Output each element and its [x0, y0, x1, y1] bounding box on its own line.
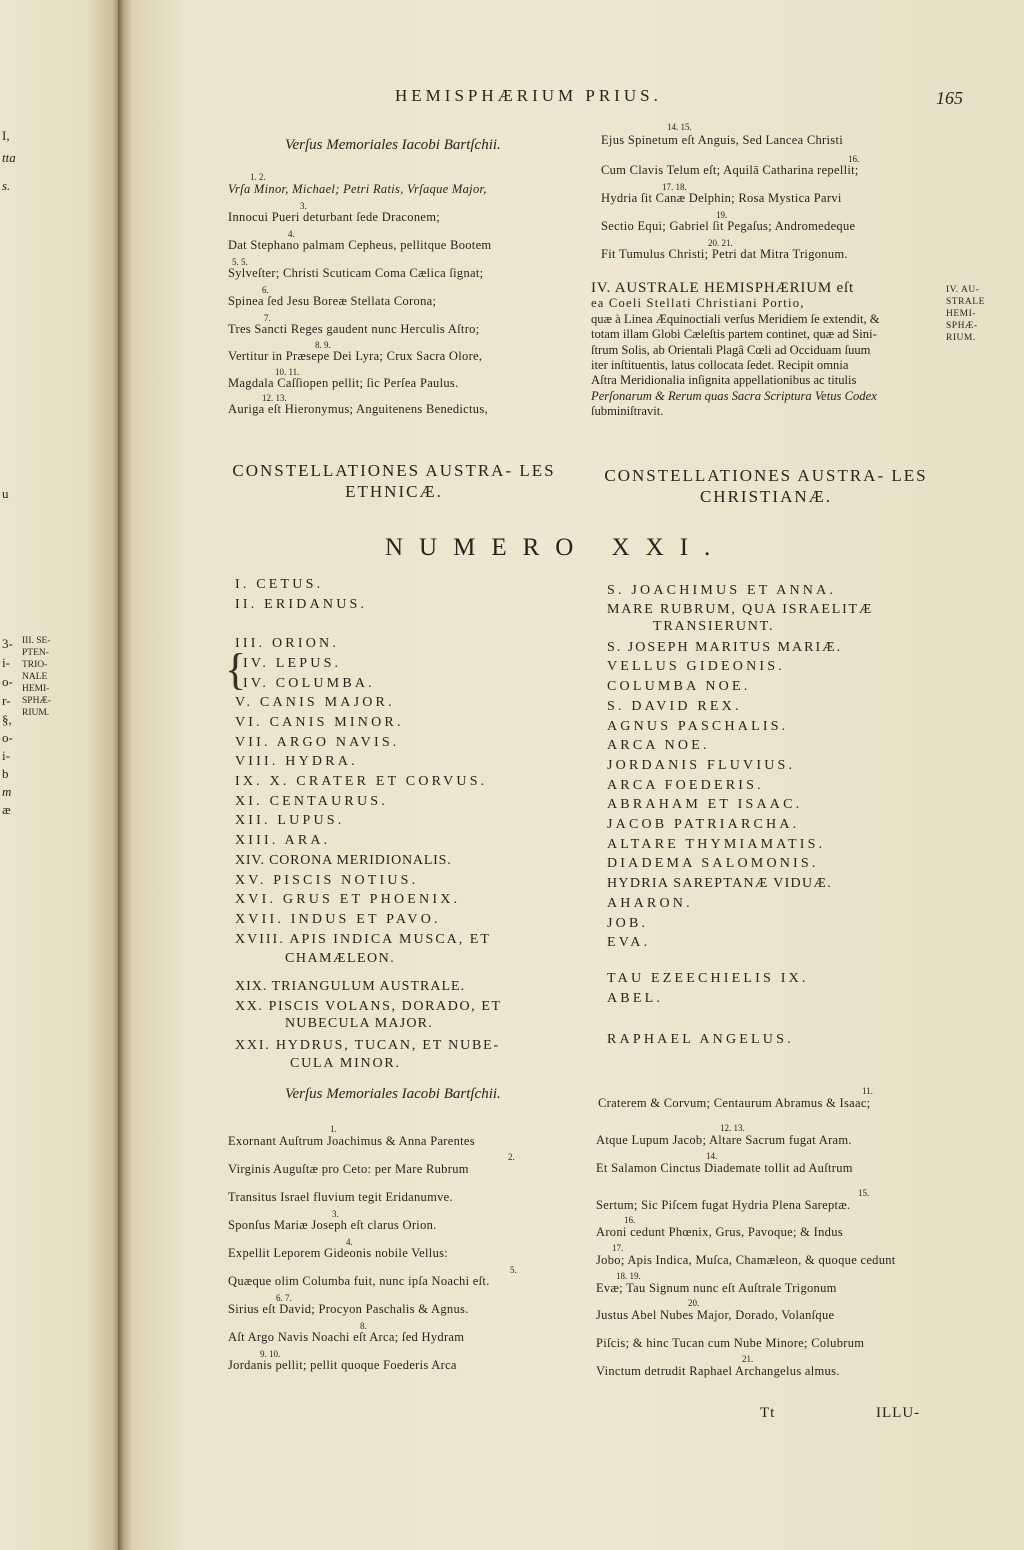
- verse-number: 6.: [262, 285, 269, 295]
- list-item: S. JOSEPH MARITUS MARIÆ.: [607, 639, 843, 655]
- running-header: HEMISPHÆRIUM PRIUS.: [395, 86, 662, 105]
- left-fragment: 3-: [2, 636, 13, 651]
- list-item: JORDANIS FLUVIUS.: [607, 757, 796, 773]
- verse-line: Sponſus Mariæ Joseph eſt clarus Orion.: [228, 1218, 437, 1232]
- left-fragment: i-: [2, 748, 10, 763]
- verse-number: 20.: [688, 1298, 700, 1308]
- list-item: S. JOACHIMUS ET ANNA.: [607, 583, 837, 598]
- verse-number: 16.: [848, 154, 860, 164]
- left-side-note: PTEN-: [22, 648, 49, 658]
- verse-line: Craterem & Corvum; Centaurum Abramus & Isaac;: [598, 1096, 871, 1110]
- paragraph-line: ſubminiſtravit.: [591, 404, 664, 419]
- left-fragment: s.: [2, 178, 11, 193]
- list-item: ARCA NOE.: [607, 738, 710, 754]
- list-item: I. CETUS.: [235, 577, 324, 592]
- verse-number: 11.: [862, 1086, 873, 1096]
- australe-paragraph: [591, 281, 941, 420]
- verse-number: 16.: [624, 1215, 636, 1225]
- verse-number: 9. 10.: [260, 1349, 281, 1359]
- list-item: XX. PISCIS VOLANS, DORADO, ET: [235, 998, 502, 1014]
- list-item: TAU EZEECHIELIS IX.: [607, 970, 809, 986]
- verse-line: Quæque olim Columba fuit, nunc ipſa Noachi eſt.: [228, 1274, 490, 1288]
- list-item: HYDRIA SAREPTANÆ VIDUÆ.: [607, 876, 832, 892]
- numero-heading: NUMERO XXI.: [385, 534, 727, 561]
- list-item: ABRAHAM ET ISAAC.: [607, 797, 803, 813]
- verse-number: 1.: [330, 1124, 337, 1134]
- left-fragment: tta: [2, 150, 16, 165]
- verse-heading-bottom: Verſus Memoriales Iacobi Bartſchii.: [285, 1086, 501, 1102]
- verse-number: 18. 19.: [616, 1271, 641, 1281]
- verse-number: 5. 5.: [232, 257, 248, 267]
- list-item: EVA.: [607, 935, 651, 951]
- verse-line: Expellit Leporem Gideonis nobile Vellus:: [228, 1246, 449, 1260]
- paragraph-line: ea Coeli Stellati Christiani Portio,: [591, 296, 805, 311]
- left-fragment: i-: [2, 655, 10, 670]
- verse-line: Tres Sancti Reges gaudent nunc Herculis Aſtro;: [228, 322, 480, 336]
- list-item: IV. COLUMBA.: [243, 675, 375, 691]
- list-item: XIII. ARA.: [235, 833, 331, 849]
- book-gutter: [118, 0, 132, 1550]
- list-spacer: [607, 953, 873, 969]
- list-item: IX. X. CRATER ET CORVUS.: [235, 774, 488, 790]
- page-number: 165: [936, 88, 963, 108]
- list-item: DIADEMA SALOMONIS.: [607, 856, 819, 872]
- left-side-note: TRIO-: [22, 660, 48, 670]
- list-item: XVIII. APIS INDICA MUSCA, ET: [235, 931, 491, 947]
- list-item: ARCA FOEDERIS.: [607, 777, 764, 793]
- list-item: VI. CANIS MINOR.: [235, 714, 404, 730]
- list-item: XV. PISCIS NOTIUS.: [235, 872, 419, 888]
- signature-mark: Tt: [760, 1405, 776, 1421]
- list-item: AGNUS PASCHALIS.: [607, 718, 789, 734]
- left-side-note: RIUM.: [22, 708, 50, 718]
- verse-line: Aroni cedunt Phœnix, Grus, Pavoque; & Indus: [596, 1225, 843, 1239]
- paragraph-line: iter inſtituentis, latus collocata ſedet. Recipit omnia: [591, 358, 849, 373]
- list-item: JACOB PATRIARCHA.: [607, 817, 800, 833]
- verse-heading-top: Verſus Memoriales Iacobi Bartſchii.: [285, 137, 501, 153]
- list-spacer: [607, 1008, 873, 1030]
- list-item: RAPHAEL ANGELUS.: [607, 1032, 794, 1048]
- list-item: VELLUS GIDEONIS.: [607, 659, 785, 675]
- list-spacer: [235, 614, 502, 634]
- verse-line: Sertum; Sic Piſcem fugat Hydria Plena Sareptæ.: [596, 1198, 851, 1212]
- left-fragment: æ: [2, 802, 11, 817]
- verse-number: 3.: [332, 1209, 339, 1219]
- verse-line: Spinea ſed Jesu Boreæ Stellata Corona;: [228, 294, 437, 308]
- verse-line: Atque Lupum Jacob; Altare Sacrum fugat Aram.: [596, 1133, 852, 1147]
- list-item: CULA MINOR.: [290, 1056, 401, 1072]
- list-item: MARE RUBRUM, QUA ISRAELITÆ: [607, 601, 874, 617]
- left-fragment: o-: [2, 730, 13, 745]
- verse-number: 8. 9.: [315, 340, 331, 350]
- verse-number: 20. 21.: [708, 238, 733, 248]
- christian-constellation-list: [607, 581, 873, 1050]
- list-item: NUBECULA MAJOR.: [285, 1016, 433, 1032]
- list-item: JOB.: [607, 915, 649, 931]
- list-item: VII. ARGO NAVIS.: [235, 734, 400, 750]
- paragraph-line: totam illam Globi Cæleſtis partem continet, quæ ad Sini-: [591, 327, 877, 342]
- list-item: XIX. TRIANGULUM AUSTRALE.: [235, 979, 466, 995]
- verse-number: 1. 2.: [250, 172, 266, 182]
- verse-number: 21.: [742, 1354, 754, 1364]
- list-item: AHARON.: [607, 895, 693, 911]
- side-note-line: STRALE: [946, 297, 985, 307]
- verse-line: Auriga eſt Hieronymus; Anguitenens Benedictus,: [228, 402, 488, 416]
- list-item: XVI. GRUS ET PHOENIX.: [235, 892, 461, 908]
- verse-line: Fit Tumulus Christi; Petri dat Mitra Trigonum.: [601, 247, 848, 261]
- verse-line: Vertitur in Præsepe Dei Lyra; Crux Sacra Olore,: [228, 349, 483, 363]
- verse-line: Exornant Auſtrum Joachimus & Anna Parentes: [228, 1134, 475, 1148]
- verse-line: Evæ; Tau Signum nunc eſt Auſtrale Trigonum: [596, 1281, 837, 1295]
- verse-line: Virginis Auguſtæ pro Ceto: per Mare Rubrum: [228, 1162, 469, 1176]
- paragraph-line: quæ à Linea Æquinoctiali verſus Meridiem ſe extendit, &: [591, 311, 880, 326]
- heading-ethnicae: CONSTELLATIONES AUSTRA- LES ETHNICÆ.: [232, 461, 556, 501]
- list-item: IV. LEPUS.: [243, 655, 342, 671]
- verse-number: 19.: [716, 210, 728, 220]
- verse-number: 15.: [858, 1188, 870, 1198]
- list-item: III. ORION.: [235, 636, 340, 652]
- list-item: CHAMÆLEON.: [285, 951, 396, 967]
- verse-line: Cum Clavis Telum eſt; Aquilā Catharina repellit;: [601, 163, 859, 177]
- list-item: XVII. INDUS ET PAVO.: [235, 911, 441, 927]
- verse-line: Justus Abel Nubes Major, Dorado, Volanſque: [596, 1308, 835, 1322]
- side-note-line: IV. AU-: [946, 285, 980, 295]
- list-item: ALTARE THYMIAMATIS.: [607, 836, 826, 852]
- left-fragment: §,: [2, 712, 12, 727]
- ethnic-constellation-list: [235, 575, 502, 1071]
- verse-line: Transitus Israel fluvium tegit Eridanumve.: [228, 1190, 453, 1204]
- verse-number: 5.: [510, 1265, 517, 1275]
- paragraph-line: IV. AUSTRALE HEMISPHÆRIUM eſt: [591, 280, 854, 296]
- list-item: II. ERIDANUS.: [235, 596, 368, 612]
- verse-number: 12. 13.: [720, 1123, 745, 1133]
- left-fragment: u: [2, 486, 9, 501]
- left-side-note: HEMI-: [22, 684, 50, 694]
- paragraph-line: ſtrum Solis, ab Orientali Plagâ Cœli ad Occiduam ſuum: [591, 342, 871, 357]
- list-item: XI. CENTAURUS.: [235, 793, 388, 809]
- verse-line: Magdala Caſſiopen pellit; ſic Perſea Paulus.: [228, 376, 459, 390]
- verse-line: Aſt Argo Navis Noachi eſt Arca; ſed Hydram: [228, 1330, 465, 1344]
- list-item: ABEL.: [607, 990, 664, 1006]
- list-item: COLUMBA NOE.: [607, 679, 751, 695]
- side-note-line: HEMI-: [946, 309, 976, 319]
- verse-number: 3.: [300, 201, 307, 211]
- left-side-note: III. SE-: [22, 636, 51, 646]
- list-item: VIII. HYDRA.: [235, 754, 358, 770]
- verse-number: 6. 7.: [276, 1293, 292, 1303]
- verse-number: 2.: [508, 1152, 515, 1162]
- verse-line: Sylveſter; Christi Scuticam Coma Cælica ſignat;: [228, 266, 484, 280]
- left-side-note: SPHÆ-: [22, 696, 52, 706]
- verse-line: Et Salamon Cinctus Diademate tollit ad Auſtrum: [596, 1161, 853, 1175]
- left-side-note: NALE: [22, 672, 48, 682]
- paragraph-line: Perſonarum & Rerum quas Sacra Scriptura Vetus Codex: [591, 388, 877, 403]
- side-note-line: RIUM.: [946, 333, 976, 343]
- verse-number: 8.: [360, 1321, 367, 1331]
- left-fragment: m: [2, 784, 12, 799]
- catchword: ILLU-: [876, 1405, 921, 1421]
- verse-number: 17.: [612, 1243, 624, 1253]
- verse-number: 12. 13.: [262, 393, 287, 403]
- verse-number: 17. 18.: [662, 182, 687, 192]
- verse-number: 14.: [706, 1151, 718, 1161]
- verse-line: Vrſa Minor, Michael; Petri Ratis, Vrſaque Major,: [228, 182, 487, 196]
- list-item: TRANSIERUNT.: [653, 618, 775, 634]
- paragraph-line: Aſtra Meridionalia inſignita appellationibus ac titulis: [591, 373, 857, 388]
- list-item: XII. LUPUS.: [235, 813, 345, 829]
- verse-line: Piſcis; & hinc Tucan cum Nube Minore; Colubrum: [596, 1336, 865, 1350]
- left-fragment: b: [2, 766, 9, 781]
- heading-christianae: CONSTELLATIONES AUSTRA- LES CHRISTIANÆ.: [604, 466, 928, 506]
- verse-line: Dat Stephano palmam Cepheus, pellitque Bootem: [228, 238, 492, 252]
- verse-line: Ejus Spinetum eſt Anguis, Sed Lancea Christi: [601, 133, 843, 147]
- verse-line: Hydria ſit Canæ Delphin; Rosa Mystica Parvi: [601, 191, 842, 205]
- verse-number: 4.: [346, 1237, 353, 1247]
- verse-number: 10. 11.: [275, 367, 300, 377]
- left-page-edge: [0, 0, 122, 1550]
- list-item: S. DAVID REX.: [607, 698, 742, 714]
- verse-line: Sirius eſt David; Procyon Paschalis & Agnus.: [228, 1302, 469, 1316]
- list-item: V. CANIS MAJOR.: [235, 695, 395, 711]
- verse-line: Vinctum detrudit Raphael Archangelus almus.: [596, 1364, 840, 1378]
- verse-number: 7.: [264, 313, 271, 323]
- verse-number: 14. 15.: [667, 122, 692, 132]
- list-item: XXI. HYDRUS, TUCAN, ET NUBE-: [235, 1038, 500, 1054]
- verse-line: Sectio Equi; Gabriel ſit Pegaſus; Andromedeque: [601, 219, 856, 233]
- side-note-line: SPHÆ-: [946, 321, 978, 331]
- left-fragment: o-: [2, 674, 13, 689]
- verse-number: 4.: [288, 229, 295, 239]
- left-fragment: I,: [2, 128, 10, 143]
- verse-line: Jordanis pellit; pellit quoque Foederis Arca: [228, 1358, 457, 1372]
- verse-line: Jobo; Apis Indica, Muſca, Chamæleon, & quoque cedunt: [596, 1253, 896, 1267]
- left-fragment: r-: [2, 693, 11, 708]
- brace-glyph: {: [225, 645, 247, 694]
- list-item: XIV. CORONA MERIDIONALIS.: [235, 852, 452, 868]
- verse-line: Innocui Pueri deturbant ſede Draconem;: [228, 210, 441, 224]
